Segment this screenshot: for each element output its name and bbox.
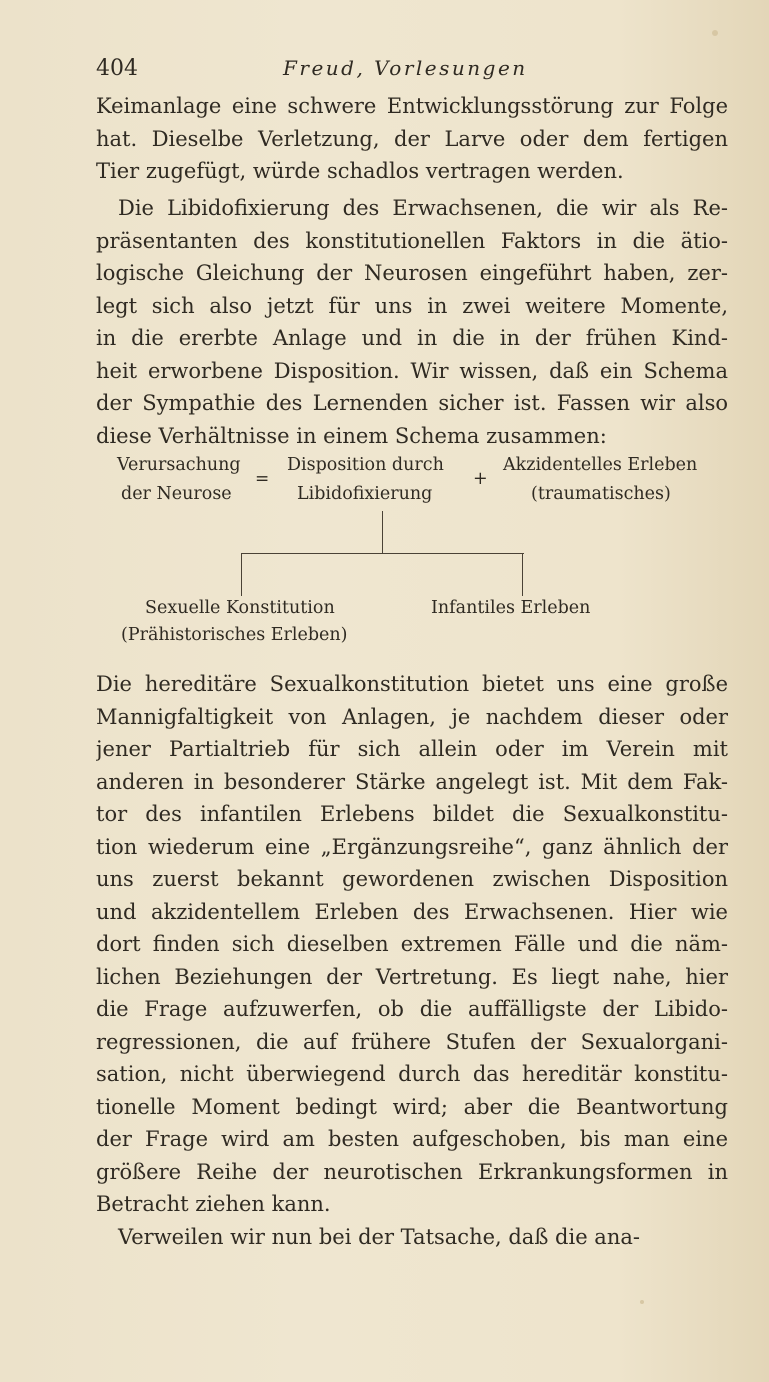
text-line: Die Libidofixierung des Erwachsenen, die wir als Re- <box>118 196 728 220</box>
text-line: jener Partialtrieb für sich allein oder im Verein mit <box>96 737 728 761</box>
text-line: Die hereditäre Sexualkonstitution bietet uns eine große <box>96 672 728 696</box>
diagram-causation-line2: der Neurose <box>121 484 232 504</box>
paragraph <box>96 192 728 452</box>
text-line: Mannigfaltigkeit von Anlagen, je nachdem dieser oder <box>96 704 728 729</box>
text-line: und akzidentellem Erleben des Erwachsenen. Hier wie <box>96 899 728 924</box>
text-line: die Frage aufzuwerfen, ob die auffälligste der Libido- <box>96 997 728 1021</box>
text-line: uns zuerst bekannt gewordenen zwischen Disposition <box>96 867 728 891</box>
diagram-constitution-line2: (Prähistorisches Erleben) <box>121 625 348 645</box>
paragraph <box>96 90 728 188</box>
running-title: Freud, Vorlesungen <box>283 56 528 80</box>
text-line: der Sympathie des Lernenden sicher ist. Fassen wir also <box>96 391 728 415</box>
diagram-causation-line1: Verursachung <box>117 455 241 475</box>
text-line: logische Gleichung der Neurosen eingeführt haben, zer- <box>96 261 728 285</box>
page-number: 404 <box>96 56 138 81</box>
diagram-right-drop-line <box>522 553 523 596</box>
diagram-constitution-line1: Sexuelle Konstitution <box>145 598 335 618</box>
text-line: diese Verhältnisse in einem Schema zusammen: <box>96 423 607 448</box>
text-line: Verweilen wir nun bei der Tatsache, daß die ana- <box>118 1224 640 1249</box>
text-line: dort finden sich dieselben extremen Fälle und die näm- <box>96 932 728 956</box>
text-line: tion wiederum eine „Ergänzungsreihe“, ganz ähnlich der <box>96 834 728 859</box>
text-line: Betracht ziehen kann. <box>96 1192 331 1216</box>
text-line: regressionen, die auf frühere Stufen der Sexualorgani- <box>96 1029 728 1054</box>
diagram-infantile: Infantiles Erleben <box>431 598 591 618</box>
diagram-equals-sign: = <box>255 469 270 489</box>
text-line: hat. Dieselbe Verletzung, der Larve oder dem fertigen <box>96 126 728 151</box>
page-header <box>0 56 769 86</box>
text-line: präsentanten des konstitutionellen Faktors in die ätio- <box>96 228 728 253</box>
text-line: lichen Beziehungen der Vertretung. Es liegt nahe, hier <box>96 964 728 989</box>
text-line: anderen in besonderer Stärke angelegt ist. Mit dem Fak- <box>96 769 728 794</box>
paragraph <box>96 668 728 1253</box>
diagram-disposition-line2: Libidofixierung <box>297 484 433 504</box>
text-line: in die ererbte Anlage und in die in der frühen Kind- <box>96 326 728 350</box>
diagram-stem-line <box>382 511 383 553</box>
diagram-branch-line <box>241 553 524 554</box>
text-line: Tier zugefügt, würde schadlos vertragen werden. <box>96 159 624 183</box>
text-line: größere Reihe der neurotischen Erkrankungsformen in <box>96 1159 728 1184</box>
etiology-diagram <box>0 455 769 655</box>
paper-spot <box>712 30 718 36</box>
text-line: der Frage wird am besten aufgeschoben, bis man eine <box>96 1127 728 1151</box>
text-line: sation, nicht überwiegend durch das hereditär konstitu- <box>96 1062 728 1086</box>
diagram-plus-sign: + <box>473 469 488 489</box>
text-line: Keimanlage eine schwere Entwicklungsstörung zur Folge <box>96 94 728 118</box>
diagram-accidental-line2: (traumatisches) <box>531 484 671 504</box>
text-line: tor des infantilen Erlebens bildet die Sexualkonstitu- <box>96 802 728 826</box>
text-line: legt sich also jetzt für uns in zwei weitere Momente, <box>96 293 728 318</box>
text-line: heit erworbene Disposition. Wir wissen, daß ein Schema <box>96 358 728 383</box>
diagram-left-drop-line <box>241 553 242 596</box>
diagram-accidental-line1: Akzidentelles Erleben <box>503 455 698 475</box>
text-line: tionelle Moment bedingt wird; aber die Beantwortung <box>96 1094 728 1119</box>
diagram-disposition-line1: Disposition durch <box>287 455 444 475</box>
paper-spot <box>640 1300 644 1304</box>
